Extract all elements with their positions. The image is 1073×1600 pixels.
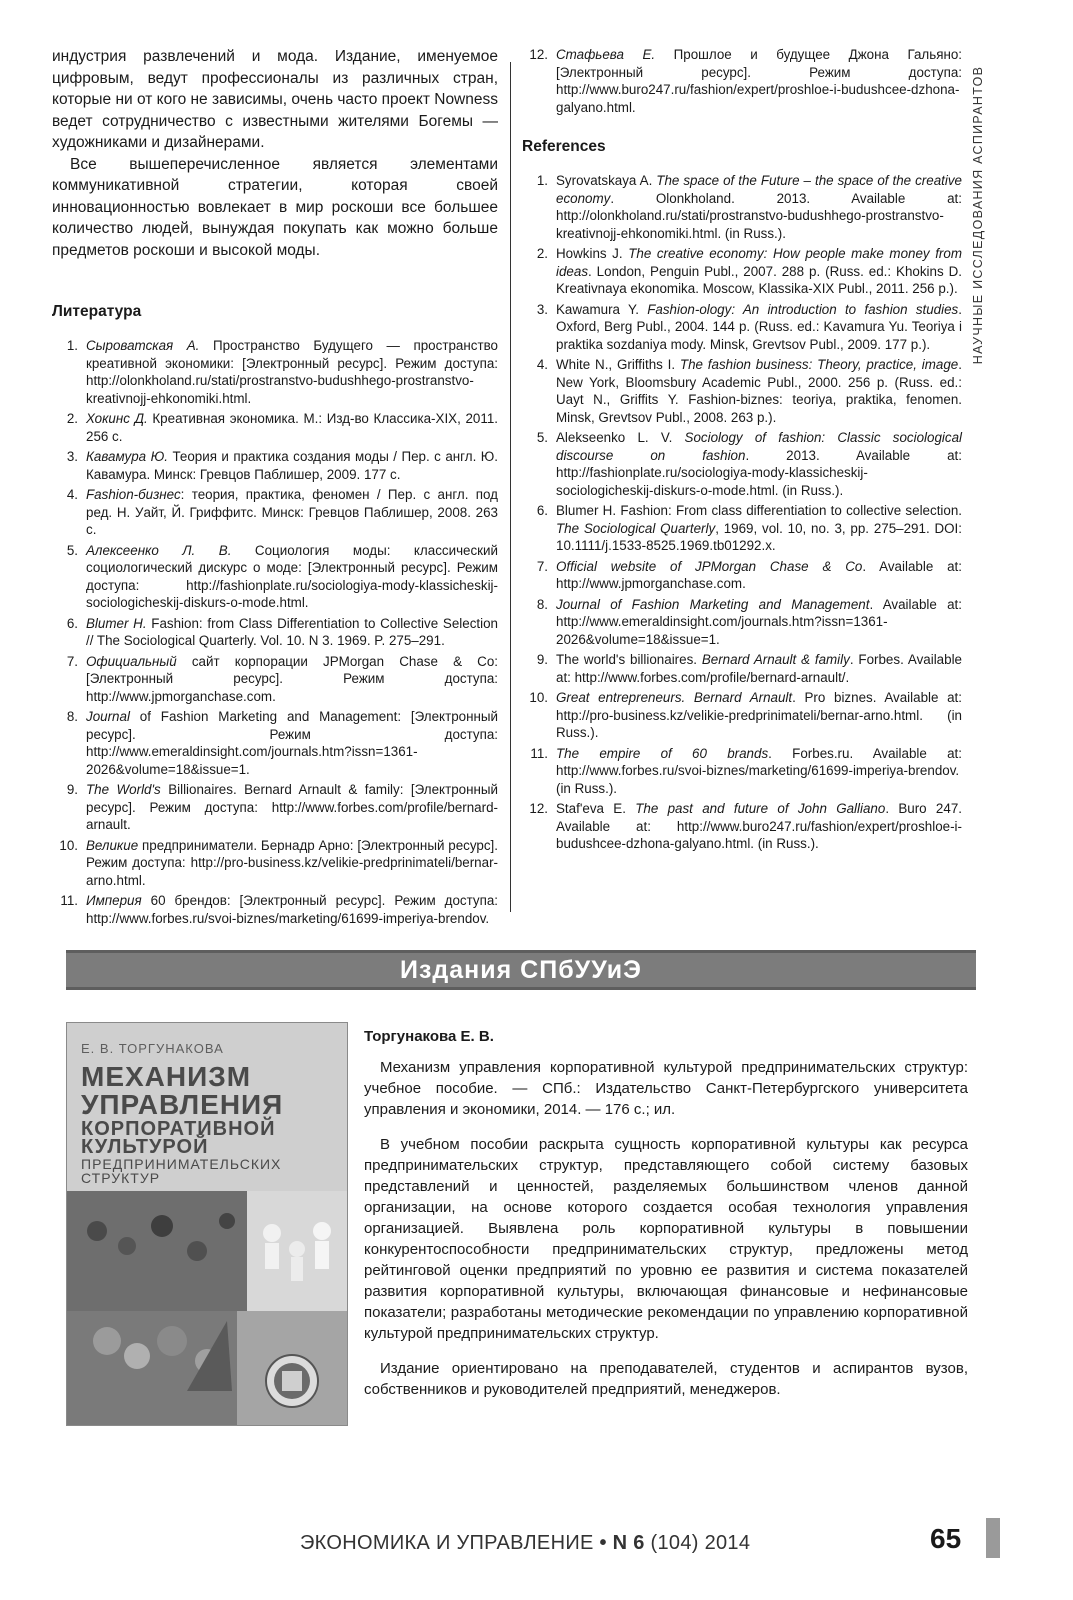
reference-number: 12.: [529, 801, 548, 816]
reference-author: Blumer H. Fashion: From class differentiation to collective selection.: [556, 503, 962, 518]
body-paragraph: индустрия развлечений и мода. Издание, именуемое цифровым, ведут профессионалы из различных стран, которые ни от кого не зависимы, очень часто проект Nowness ведет сотрудничество с известными жителями Богемы — художниками и дизайнерами.: [52, 48, 498, 151]
reference-item: [52, 615, 498, 650]
reference-number: 6.: [536, 503, 548, 518]
book-announcement: [364, 1028, 968, 1400]
reference-item: [522, 689, 962, 742]
reference-number: 9.: [66, 782, 78, 797]
journal-issue: N 6: [612, 1532, 645, 1554]
reference-title: Fashion-ology: An introduction to fashion studies: [647, 301, 959, 317]
reference-number: 5.: [66, 542, 78, 558]
reference-number: 6.: [66, 615, 78, 631]
reference-item: [522, 429, 962, 499]
reference-author: The World's: [86, 782, 161, 797]
reference-author: Staf'eva E.: [556, 801, 636, 816]
reference-text: . Available at: http://www.jpmorganchase.com.: [556, 558, 962, 591]
reference-text: . Oxford, Berg Publ., 2004. 144 p. (Russ. ed.: Kavamura Yu. Teoriya i praktika sozdaniya mody. Minsk, Grevtsov Publ., 2009. 177 p.).: [556, 301, 962, 352]
reference-text: Прошлое и будущее Джона Гальяно: [Электронный ресурс]. Режим доступа: http://www.buro247.ru/fashion/expert/proshloe-i-budushcee-dzhona-galyano.html.: [556, 47, 963, 115]
book-citation: Механизм управления корпоративной культурой предпринимательских структур: учебное пособие. — СПб.: Издательство Санкт-Петербургского университета управления и экономики, 2014. — 176 с.; ил.: [364, 1059, 968, 1118]
reference-number: 7.: [536, 558, 548, 574]
reference-item: [52, 708, 498, 778]
reference-item: [52, 892, 498, 927]
reference-item: [52, 837, 498, 890]
reference-number: 1.: [536, 173, 548, 188]
reference-item: [52, 781, 498, 834]
reference-text: Billionaires. Bernard Arnault & family: [Электронный ресурс]. Режим доступа: http://www.forbes.com/profile/bernard-arnault.: [86, 782, 498, 832]
reference-number: 4.: [66, 487, 78, 502]
reference-number: 10.: [529, 690, 548, 705]
reference-author: Империя: [86, 893, 142, 908]
reference-text: of Fashion Marketing and Management: [Электронный ресурс]. Режим доступа: http://www.emeraldinsight.com/journals.htm?issn=1361-2026&volume=18&issue=1.: [86, 709, 498, 777]
reference-item: [52, 448, 498, 483]
reference-item: [522, 745, 962, 798]
reference-title: Bernard Arnault & family: [701, 652, 850, 667]
book-cover-image: [66, 1022, 348, 1426]
reference-item: [52, 542, 498, 612]
reference-text: Fashion: from Class Differentiation to Collective Selection // The Sociological Quarterly. Vol. 10. N 3. 1969. P. 275–291.: [86, 615, 498, 648]
reference-author: Blumer H.: [86, 615, 147, 631]
reference-item: [52, 337, 498, 407]
reference-number: 10.: [59, 837, 78, 853]
cover-title-line: ПРЕДПРИНИМАТЕЛЬСКИХ: [81, 1156, 282, 1172]
reference-text: Пространство Будущего — пространство креативной экономики: [Электронный ресурс]. Режим доступа: http://olonkholand.ru/stati/prostranstvo-budushhego-prostranstvo-kreativnojj-ehkonomiki.html.: [86, 338, 498, 406]
reference-item: [522, 356, 962, 426]
reference-text: . Available at: http://www.emeraldinsight.com/journals.htm?issn=1361-2026&volume=18&issue=1.: [556, 596, 962, 647]
reference-item: [522, 558, 962, 593]
reference-item: [52, 410, 498, 445]
reference-item: [52, 486, 498, 539]
literature-list-continued: [522, 46, 962, 116]
left-column: [52, 46, 498, 930]
literature-list: [52, 337, 498, 927]
book-audience: Издание ориентировано на преподавателей, студентов и аспирантов вузов, собственников и руководителей предприятий, менеджеров.: [364, 1360, 968, 1398]
page-number: 65: [930, 1523, 962, 1554]
reference-item: [522, 172, 962, 242]
reference-number: 3.: [536, 301, 548, 317]
cover-title-line: КУЛЬТУРОЙ: [81, 1136, 209, 1158]
reference-author: Алексеенко Л. В.: [86, 542, 232, 558]
reference-text: Креативная экономика. М.: Изд-во Классика-XIX, 2011. 256 с.: [86, 411, 498, 444]
reference-number: 11.: [60, 893, 78, 908]
reference-item: [522, 800, 962, 853]
reference-text: предприниматели. Бернадр Арно: [Электронный ресурс]. Режим доступа: http://pro-business.kz/velikie-predprinimateli/bernar-arno.html.: [86, 837, 498, 888]
reference-number: 8.: [536, 596, 548, 612]
reference-author: Официальный: [86, 653, 177, 669]
reference-text: Социология моды: классический социологический дискурс о моде: [Электронный ресурс]. Режим доступа: http://fashionplate.ru/sociologiya-mody-klassicheskij-sociologicheskij-diskurs-o-mode.html.: [86, 542, 499, 610]
reference-number: 3.: [66, 449, 78, 464]
body-paragraph: Все вышеперечисленное является элементами коммуникативной стратегии, которая своей инновационностью вовлекает в мир роскоши все большее количество людей, вынуждая покупать как можно больше предметов роскоши и высокой моды.: [52, 155, 498, 259]
book-description: В учебном пособии раскрыта сущность корпоративной культуры как ресурса предпринимательских структур, представляющего собой систему базовых представлений и ценностей, разделяемых большинством членов данной организации, на основе которого создается особая технология управления организацией. Выявлена роль корпоративной культуры в повышении конкурентоспособности предпринимательских структур, предложены метод рейтинговой оценки предприятий по уровню ее развития и система показателей развития корпоративной культуры, включающая финансовые и нефинансовые показатели; разработаны методические рекомендации по управлению корпоративной культурой предпринимательских структур.: [364, 1136, 968, 1342]
reference-item: [522, 651, 962, 686]
reference-title: The fashion business: Theory, practice, image: [679, 357, 959, 372]
reference-number: 7.: [66, 653, 78, 669]
reference-text: . London, Penguin Publ., 2007. 288 p. (Russ. ed.: Khokins D. Kreativnaya ekonomika. Moscow, Klassika-XIX Publ., 2011. 256 p.).: [556, 263, 962, 296]
reference-item: [522, 502, 962, 555]
references-list: [522, 172, 962, 853]
reference-author: Сыроватская А.: [86, 338, 200, 353]
reference-author: Стафьева Е.: [556, 47, 656, 62]
reference-text: . Buro 247. Available at: http://www.buro247.ru/fashion/expert/proshloe-i-budushcee-dzhona-galyano.html. (in Russ.).: [556, 801, 962, 851]
reference-item: [522, 245, 962, 298]
reference-number: 8.: [66, 709, 78, 724]
reference-item: [522, 301, 962, 354]
reference-number: 1.: [66, 338, 78, 353]
reference-text: . Olonkholand. 2013. Available at: http://olonkholand.ru/stati/prostranstvo-budushhego-prostranstvo-kreativnojj-ehkonomiki.html. (in Russ.).: [556, 190, 962, 241]
cover-title-line: МЕХАНИЗМ: [81, 1061, 252, 1092]
section-side-label: [968, 60, 988, 370]
journal-title: ЭКОНОМИКА И УПРАВЛЕНИЕ: [300, 1532, 594, 1554]
reference-text: , 1969, vol. 10, no. 3, pp. 275–291. DOI: 10.1111/j.1533-8525.1969.tb01292.x.: [556, 520, 962, 553]
right-column: [522, 46, 962, 856]
reference-text: . Pro biznes. Available at: http://pro-business.kz/velikie-predprinimateli/bernar-arno.html. (in Russ.).: [556, 690, 962, 740]
reference-text: : теория, практика, феномен / Пер. с англ. под ред. Н. Уайт, Й. Гриффитс. Минск: Гревцов Паблишер, 2008. 263 с.: [86, 487, 498, 537]
reference-title: The past and future of John Galliano: [635, 801, 886, 816]
reference-number: 2.: [66, 411, 78, 426]
reference-title: The space of the Future – the space of the creative economy: [556, 173, 962, 206]
reference-item: [52, 653, 498, 706]
reference-author: Howkins J.: [556, 246, 629, 261]
reference-title: Great entrepreneurs. Bernard Arnault: [556, 690, 793, 705]
cover-title-line: УПРАВЛЕНИЯ: [81, 1089, 284, 1120]
reference-title: The Sociological Quarterly: [556, 520, 716, 536]
reference-author: The world's billionaires.: [556, 652, 702, 667]
literature-heading: Литература: [52, 303, 142, 320]
reference-title: The empire of 60 brands: [556, 745, 769, 761]
page-edge-bar: [986, 1518, 1000, 1558]
reference-author: Kawamura Y.: [556, 301, 648, 317]
reference-number: 2.: [536, 246, 548, 261]
reference-author: Великие: [86, 837, 139, 853]
footer-separator: •: [593, 1532, 613, 1554]
reference-title: Official website of JPMorgan Chase & Co: [556, 558, 863, 574]
reference-number: 5.: [536, 430, 548, 445]
banner-title: Издания СПбУУиЭ: [400, 956, 642, 984]
reference-item: [522, 46, 962, 116]
reference-text: 60 брендов: [Электронный ресурс]. Режим доступа: http://www.forbes.ru/svoi-biznes/marketing/61699-imperiya-brendov.: [86, 893, 498, 926]
reference-number: 9.: [536, 652, 548, 667]
reference-author: Кавамура Ю.: [86, 449, 168, 464]
reference-author: Journal: [86, 709, 130, 724]
journal-footer: [300, 1532, 750, 1555]
reference-title: The creative economy: How people make money from ideas: [556, 246, 962, 279]
reference-number: 11.: [530, 745, 548, 761]
reference-item: [522, 596, 962, 649]
reference-text: . Forbes. Available at: http://www.forbes.com/profile/bernard-arnault/.: [556, 652, 962, 685]
side-label-text: НАУЧНЫЕ ИССЛЕДОВАНИЯ АСПИРАНТОВ: [971, 65, 985, 365]
cover-photo-collage: [67, 1191, 347, 1425]
cover-title-line: КОРПОРАТИВНОЙ: [81, 1118, 276, 1140]
reference-author: Fashion-бизнес: [86, 487, 181, 502]
reference-text: сайт корпорации JPMorgan Chase & Co: [Электронный ресурс]. Режим доступа: http://www.jpmorganchase.com.: [86, 653, 498, 704]
reference-text: . Forbes.ru. Available at: http://www.forbes.ru/svoi-biznes/marketing/61699-imperiya-brendov. (in Russ.).: [556, 745, 962, 796]
cover-title-line: СТРУКТУР: [81, 1170, 161, 1186]
reference-author: Хокинс Д.: [86, 411, 148, 426]
reference-text: . New York, Bloomsbury Academic Publ., 2000. 256 p. (Russ. ed.: Uayt N., Griffits Y. Fashion-biznes: teoriya, praktika, fenomen. Minsk, Grevtsov Publ., 2008. 263 p.).: [556, 357, 962, 425]
journal-issue-year: (104) 2014: [644, 1532, 751, 1554]
column-divider: [510, 62, 511, 912]
cover-author: Е. В. ТОРГУНАКОВА: [81, 1041, 224, 1056]
reference-author: Alekseenko L. V.: [556, 430, 685, 445]
references-heading: References: [522, 138, 606, 155]
section-banner: [66, 950, 976, 990]
reference-number: 4.: [536, 357, 548, 372]
reference-title: Journal of Fashion Marketing and Management: [556, 596, 870, 612]
reference-author: Syrovatskaya A.: [556, 173, 657, 188]
reference-text: Теория и практика создания моды / Пер. с англ. Ю. Кавамура. Минск: Гревцов Паблишер, 2009. 177 с.: [86, 449, 499, 482]
reference-number: 12.: [529, 47, 548, 62]
reference-text: . 2013. Available at: http://fashionplate.ru/sociologiya-mody-klassicheskij-sociologicheskij-diskurs-o-mode.html. (in Russ.).: [556, 447, 962, 498]
reference-author: White N., Griffiths I.: [556, 357, 680, 372]
book-author: Торгунакова Е. В.: [364, 1028, 494, 1045]
reference-title: Sociology of fashion: Classic sociological discourse on fashion: [556, 430, 963, 463]
